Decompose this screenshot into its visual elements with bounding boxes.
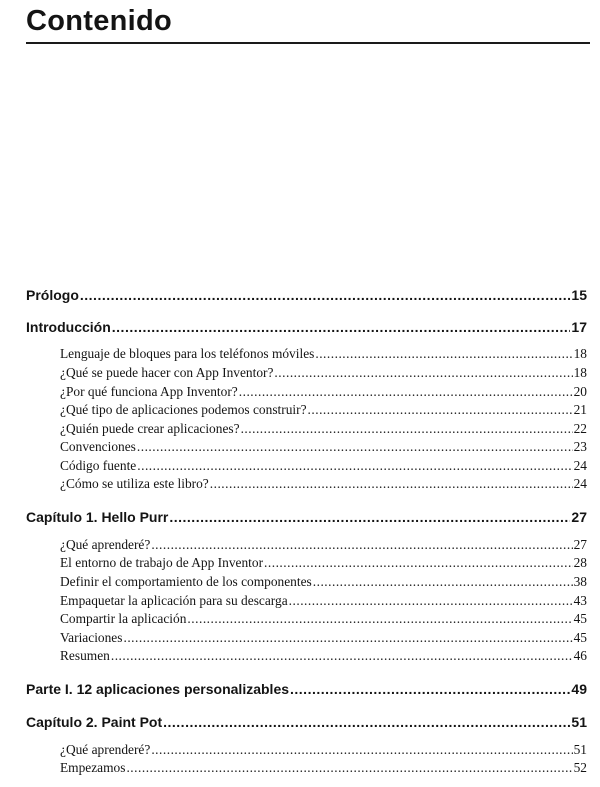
toc-page-number: 52 (573, 760, 587, 775)
toc-entry[interactable] (60, 573, 587, 591)
toc-page-number: 27 (573, 537, 587, 552)
toc-page-number: 15 (571, 287, 587, 303)
toc-entry[interactable] (60, 438, 587, 456)
toc-section-parte-1[interactable] (26, 680, 587, 698)
toc-page-number: 20 (573, 384, 587, 399)
toc-entry-label: ¿Qué tipo de aplicaciones podemos construir? (60, 402, 307, 417)
toc-page-number: 21 (573, 402, 587, 417)
dot-leader (210, 475, 573, 493)
toc-entry-label: ¿Qué se puede hacer con App Inventor? (60, 365, 274, 380)
dot-leader (163, 713, 570, 731)
dot-leader (126, 759, 572, 777)
toc-page-number: 46 (573, 648, 587, 663)
toc-section-label: Introducción (26, 319, 111, 335)
dot-leader (241, 420, 573, 438)
toc-section-capitulo-1[interactable] (26, 508, 587, 526)
dot-leader (80, 286, 571, 304)
toc-entry-label: Resumen (60, 648, 110, 663)
toc-section-capitulo-2[interactable] (26, 713, 587, 731)
dot-leader (123, 629, 572, 647)
toc-page-number: 23 (573, 439, 587, 454)
dot-leader (112, 318, 571, 336)
toc-entry-label: ¿Qué aprenderé? (60, 742, 151, 757)
toc-entry-label: Lenguaje de bloques para los teléfonos móviles (60, 346, 315, 361)
toc-entry[interactable] (60, 610, 587, 628)
toc-section-label: Capítulo 1. Hello Purr (26, 509, 169, 525)
toc-entry-label: Definir el comportamiento de los componentes (60, 574, 312, 589)
toc-page-number: 27 (571, 509, 587, 525)
toc-page-number: 38 (573, 574, 587, 589)
toc-entry[interactable] (60, 554, 587, 572)
toc-page-number: 51 (573, 742, 587, 757)
toc-page-number: 28 (573, 555, 587, 570)
toc-section-introduccion[interactable] (26, 318, 587, 336)
toc-entry-label: ¿Por qué funciona App Inventor? (60, 384, 238, 399)
dot-leader (169, 508, 570, 526)
toc-entry[interactable] (60, 647, 587, 665)
toc-entry-label: Empezamos (60, 760, 126, 775)
toc-entry[interactable] (60, 741, 587, 759)
toc-page-number: 45 (573, 611, 587, 626)
toc-page-number: 24 (573, 458, 587, 473)
toc-page-number: 43 (573, 593, 587, 608)
toc-entry[interactable] (60, 536, 587, 554)
dot-leader (239, 383, 573, 401)
dot-leader (137, 457, 572, 475)
dot-leader (187, 610, 572, 628)
toc-entry-label: Compartir la aplicación (60, 611, 187, 626)
toc-entry-label: Código fuente (60, 458, 137, 473)
dot-leader (111, 647, 573, 665)
dot-leader (290, 680, 570, 698)
toc-section-label: Parte I. 12 aplicaciones personalizables (26, 681, 290, 697)
toc-entry[interactable] (60, 420, 587, 438)
toc-section-label: Capítulo 2. Paint Pot (26, 714, 163, 730)
dot-leader (151, 741, 572, 759)
toc-page-number: 18 (573, 346, 587, 361)
dot-leader (315, 345, 572, 363)
toc-section-label: Prólogo (26, 287, 79, 303)
toc-entry-label: Variaciones (60, 630, 123, 645)
toc-entry[interactable] (60, 759, 587, 777)
toc-entry[interactable] (60, 629, 587, 647)
dot-leader (313, 573, 573, 591)
toc-entry-label: ¿Qué aprenderé? (60, 537, 151, 552)
toc-entry[interactable] (60, 592, 587, 610)
page-title: Contenido (26, 5, 173, 37)
toc-page-number: 24 (573, 476, 587, 491)
toc-entry[interactable] (60, 457, 587, 475)
dot-leader (274, 364, 572, 382)
toc-page-number: 18 (573, 365, 587, 380)
dot-leader (137, 438, 573, 456)
toc-entry-label: Empaquetar la aplicación para su descarga (60, 593, 288, 608)
toc-section-prologo[interactable] (26, 286, 587, 304)
toc-entry[interactable] (60, 345, 587, 363)
dot-leader (264, 554, 573, 572)
dot-leader (289, 592, 573, 610)
toc-page-number: 45 (573, 630, 587, 645)
toc-entry[interactable] (60, 401, 587, 419)
toc-entry[interactable] (60, 364, 587, 382)
toc-entry-label: Convenciones (60, 439, 136, 454)
dot-leader (308, 401, 573, 419)
toc-page-number: 17 (571, 319, 587, 335)
toc-entry-label: El entorno de trabajo de App Inventor (60, 555, 264, 570)
toc-page-number: 51 (571, 714, 587, 730)
toc-page-number: 22 (573, 421, 587, 436)
toc-page-number: 49 (571, 681, 587, 697)
toc-entry[interactable] (60, 383, 587, 401)
toc-entry[interactable] (60, 475, 587, 493)
toc-entry-label: ¿Cómo se utiliza este libro? (60, 476, 209, 491)
title-rule (26, 42, 590, 44)
dot-leader (151, 536, 572, 554)
toc-entry-label: ¿Quién puede crear aplicaciones? (60, 421, 240, 436)
